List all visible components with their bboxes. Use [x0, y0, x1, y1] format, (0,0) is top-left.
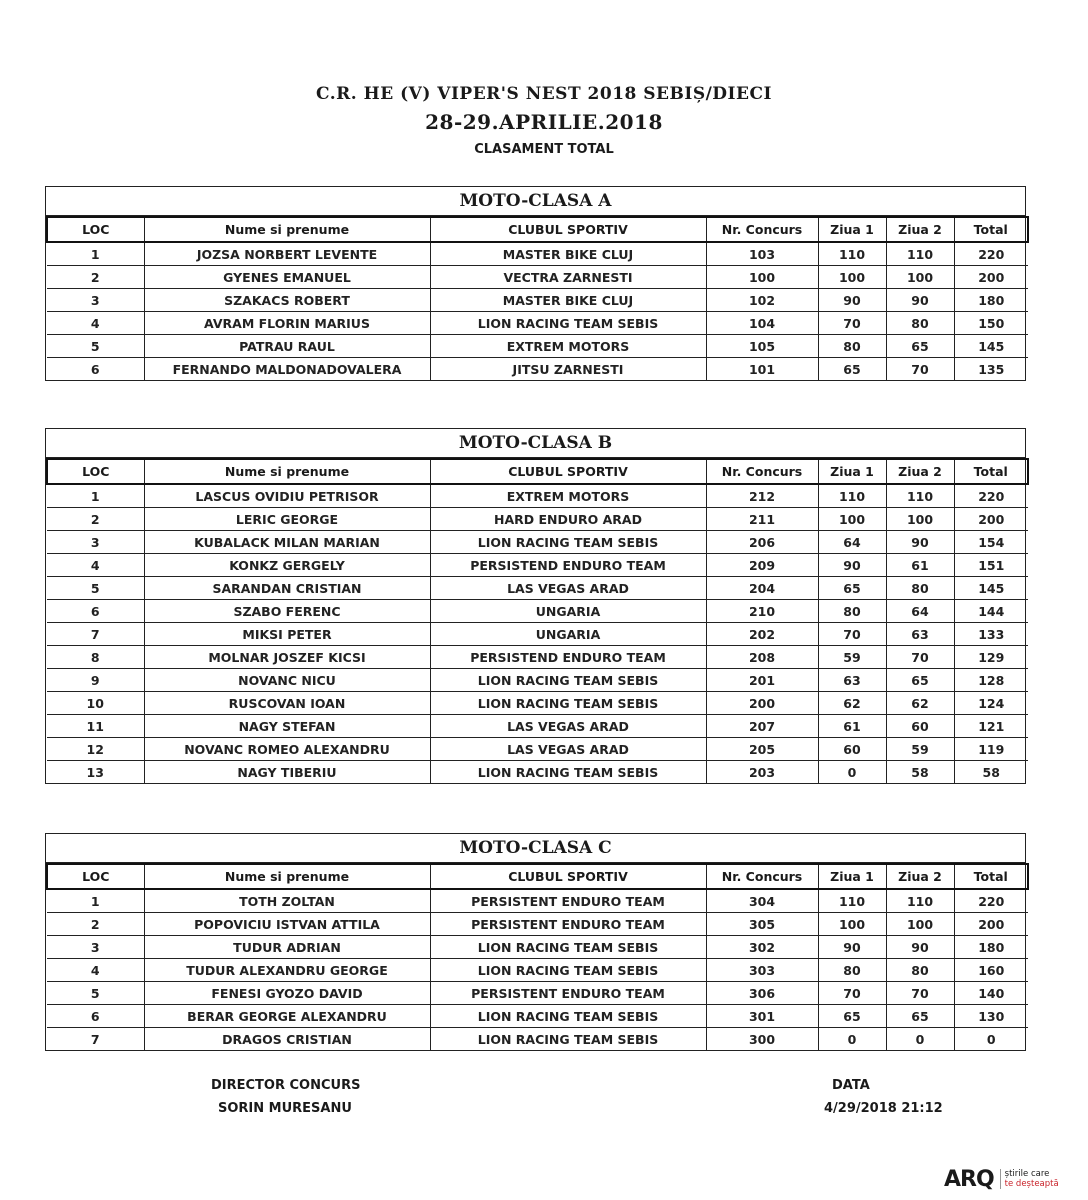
column-header-loc: LOC — [47, 217, 144, 242]
cell-loc: 7 — [47, 623, 144, 646]
cell-loc: 2 — [47, 508, 144, 531]
table-row — [47, 913, 1028, 936]
table-row — [47, 508, 1028, 531]
cell-bib: 303 — [706, 959, 818, 982]
cell-name: SARANDAN CRISTIAN — [144, 577, 430, 600]
cell-bib: 207 — [706, 715, 818, 738]
cell-bib: 305 — [706, 913, 818, 936]
cell-loc: 4 — [47, 312, 144, 335]
cell-club: UNGARIA — [430, 600, 706, 623]
cell-club: LAS VEGAS ARAD — [430, 577, 706, 600]
table-row — [47, 623, 1028, 646]
cell-day1: 100 — [818, 266, 886, 289]
cell-name: NOVANC ROMEO ALEXANDRU — [144, 738, 430, 761]
cell-bib: 200 — [706, 692, 818, 715]
column-header-total: Total — [954, 459, 1028, 484]
cell-club: VECTRA ZARNESTI — [430, 266, 706, 289]
cell-name: NAGY TIBERIU — [144, 761, 430, 784]
cell-total: 200 — [954, 266, 1028, 289]
cell-day1: 62 — [818, 692, 886, 715]
cell-club: LAS VEGAS ARAD — [430, 738, 706, 761]
cell-day2: 100 — [886, 266, 954, 289]
cell-day1: 80 — [818, 600, 886, 623]
cell-loc: 3 — [47, 531, 144, 554]
cell-total: 130 — [954, 1005, 1028, 1028]
section-moto-clasa-c — [45, 833, 1026, 1051]
director-label: DIRECTOR CONCURS — [211, 1078, 361, 1093]
column-header-club: CLUBUL SPORTIV — [430, 217, 706, 242]
cell-bib: 201 — [706, 669, 818, 692]
cell-total: 128 — [954, 669, 1028, 692]
cell-total: 151 — [954, 554, 1028, 577]
logo-tagline-line1: știrile care — [1004, 1169, 1050, 1179]
cell-day2: 110 — [886, 484, 954, 508]
table-row — [47, 669, 1028, 692]
cell-bib: 302 — [706, 936, 818, 959]
cell-day1: 90 — [818, 554, 886, 577]
cell-club: MASTER BIKE CLUJ — [430, 242, 706, 266]
cell-bib: 208 — [706, 646, 818, 669]
cell-name: TUDUR ADRIAN — [144, 936, 430, 959]
section-moto-clasa-b — [45, 428, 1026, 784]
cell-day2: 70 — [886, 982, 954, 1005]
cell-name: SZABO FERENC — [144, 600, 430, 623]
cell-club: HARD ENDURO ARAD — [430, 508, 706, 531]
column-header-day1: Ziua 1 — [818, 459, 886, 484]
cell-loc: 1 — [47, 484, 144, 508]
cell-day2: 65 — [886, 1005, 954, 1028]
arq-logo — [944, 1166, 1074, 1192]
table-row — [47, 554, 1028, 577]
cell-name: MOLNAR JOSZEF KICSI — [144, 646, 430, 669]
cell-loc: 10 — [47, 692, 144, 715]
cell-day1: 70 — [818, 312, 886, 335]
cell-loc: 1 — [47, 889, 144, 913]
cell-name: KUBALACK MILAN MARIAN — [144, 531, 430, 554]
cell-day1: 70 — [818, 623, 886, 646]
column-header-total: Total — [954, 217, 1028, 242]
cell-bib: 205 — [706, 738, 818, 761]
cell-bib: 103 — [706, 242, 818, 266]
column-header-bib: Nr. Concurs — [706, 459, 818, 484]
cell-day2: 80 — [886, 959, 954, 982]
cell-day2: 110 — [886, 242, 954, 266]
cell-day2: 80 — [886, 577, 954, 600]
column-header-day2: Ziua 2 — [886, 864, 954, 889]
cell-total: 133 — [954, 623, 1028, 646]
cell-name: MIKSI PETER — [144, 623, 430, 646]
cell-club: LION RACING TEAM SEBIS — [430, 692, 706, 715]
cell-loc: 4 — [47, 554, 144, 577]
cell-day1: 90 — [818, 289, 886, 312]
cell-name: JOZSA NORBERT LEVENTE — [144, 242, 430, 266]
cell-day2: 58 — [886, 761, 954, 784]
cell-bib: 102 — [706, 289, 818, 312]
cell-day2: 90 — [886, 936, 954, 959]
cell-day1: 110 — [818, 484, 886, 508]
cell-bib: 104 — [706, 312, 818, 335]
cell-day1: 90 — [818, 936, 886, 959]
table-row — [47, 335, 1028, 358]
cell-name: GYENES EMANUEL — [144, 266, 430, 289]
cell-total: 180 — [954, 289, 1028, 312]
cell-name: AVRAM FLORIN MARIUS — [144, 312, 430, 335]
cell-total: 121 — [954, 715, 1028, 738]
cell-bib: 210 — [706, 600, 818, 623]
cell-loc: 6 — [47, 1005, 144, 1028]
table-row — [47, 1028, 1028, 1051]
cell-day1: 65 — [818, 1005, 886, 1028]
cell-day1: 61 — [818, 715, 886, 738]
table-row — [47, 531, 1028, 554]
cell-day2: 100 — [886, 508, 954, 531]
cell-loc: 9 — [47, 669, 144, 692]
cell-day2: 90 — [886, 289, 954, 312]
cell-day1: 100 — [818, 508, 886, 531]
cell-club: LAS VEGAS ARAD — [430, 715, 706, 738]
cell-day2: 110 — [886, 889, 954, 913]
cell-day1: 59 — [818, 646, 886, 669]
section-title: MOTO-CLASA C — [46, 834, 1025, 863]
table-row — [47, 289, 1028, 312]
cell-bib: 101 — [706, 358, 818, 381]
date-label: DATA — [832, 1078, 870, 1093]
table-row — [47, 889, 1028, 913]
event-dates: 28-29.APRILIE.2018 — [425, 110, 663, 134]
cell-total: 220 — [954, 889, 1028, 913]
cell-name: BERAR GEORGE ALEXANDRU — [144, 1005, 430, 1028]
cell-day1: 60 — [818, 738, 886, 761]
cell-bib: 300 — [706, 1028, 818, 1051]
cell-total: 220 — [954, 242, 1028, 266]
cell-day2: 100 — [886, 913, 954, 936]
column-header-name: Nume si prenume — [144, 864, 430, 889]
column-header-loc: LOC — [47, 459, 144, 484]
cell-total: 154 — [954, 531, 1028, 554]
cell-total: 119 — [954, 738, 1028, 761]
cell-club: MASTER BIKE CLUJ — [430, 289, 706, 312]
table-row — [47, 1005, 1028, 1028]
cell-loc: 11 — [47, 715, 144, 738]
results-table — [46, 863, 1029, 1050]
table-row — [47, 577, 1028, 600]
cell-total: 200 — [954, 913, 1028, 936]
cell-name: NOVANC NICU — [144, 669, 430, 692]
cell-loc: 5 — [47, 577, 144, 600]
cell-day2: 65 — [886, 335, 954, 358]
table-row — [47, 358, 1028, 381]
cell-club: LION RACING TEAM SEBIS — [430, 761, 706, 784]
cell-total: 145 — [954, 577, 1028, 600]
cell-club: LION RACING TEAM SEBIS — [430, 936, 706, 959]
cell-bib: 212 — [706, 484, 818, 508]
cell-club: EXTREM MOTORS — [430, 484, 706, 508]
cell-club: LION RACING TEAM SEBIS — [430, 1028, 706, 1051]
cell-bib: 202 — [706, 623, 818, 646]
cell-bib: 204 — [706, 577, 818, 600]
cell-day2: 0 — [886, 1028, 954, 1051]
cell-club: PERSISTEND ENDURO TEAM — [430, 646, 706, 669]
cell-loc: 12 — [47, 738, 144, 761]
table-row — [47, 600, 1028, 623]
column-header-day1: Ziua 1 — [818, 217, 886, 242]
cell-name: FERNANDO MALDONADOVALERA — [144, 358, 430, 381]
cell-day2: 70 — [886, 358, 954, 381]
section-title: MOTO-CLASA B — [46, 429, 1025, 458]
cell-loc: 4 — [47, 959, 144, 982]
cell-club: PERSISTEND ENDURO TEAM — [430, 554, 706, 577]
table-header-row — [47, 217, 1028, 242]
cell-day2: 90 — [886, 531, 954, 554]
column-header-name: Nume si prenume — [144, 217, 430, 242]
results-table — [46, 216, 1029, 380]
cell-bib: 203 — [706, 761, 818, 784]
document-subtitle: CLASAMENT TOTAL — [474, 142, 614, 157]
cell-day1: 0 — [818, 761, 886, 784]
results-table — [46, 458, 1029, 783]
column-header-bib: Nr. Concurs — [706, 864, 818, 889]
cell-loc: 5 — [47, 335, 144, 358]
logo-tagline — [1000, 1169, 1059, 1189]
document-title: C.R. HE (V) VIPER'S NEST 2018 SEBIȘ/DIECI — [316, 84, 772, 104]
table-row — [47, 982, 1028, 1005]
director-name: SORIN MURESANU — [218, 1101, 352, 1116]
cell-name: POPOVICIU ISTVAN ATTILA — [144, 913, 430, 936]
cell-day2: 61 — [886, 554, 954, 577]
cell-day2: 80 — [886, 312, 954, 335]
table-header-row — [47, 864, 1028, 889]
cell-day1: 64 — [818, 531, 886, 554]
cell-day1: 110 — [818, 242, 886, 266]
cell-bib: 209 — [706, 554, 818, 577]
cell-day2: 70 — [886, 646, 954, 669]
cell-total: 220 — [954, 484, 1028, 508]
cell-loc: 2 — [47, 266, 144, 289]
table-row — [47, 715, 1028, 738]
cell-bib: 306 — [706, 982, 818, 1005]
cell-total: 180 — [954, 936, 1028, 959]
section-title: MOTO-CLASA A — [46, 187, 1025, 216]
cell-club: PERSISTENT ENDURO TEAM — [430, 913, 706, 936]
cell-name: KONKZ GERGELY — [144, 554, 430, 577]
date-value: 4/29/2018 21:12 — [824, 1101, 943, 1116]
column-header-day2: Ziua 2 — [886, 459, 954, 484]
cell-total: 160 — [954, 959, 1028, 982]
column-header-loc: LOC — [47, 864, 144, 889]
table-row — [47, 646, 1028, 669]
column-header-total: Total — [954, 864, 1028, 889]
cell-total: 144 — [954, 600, 1028, 623]
cell-total: 58 — [982, 764, 1000, 780]
cell-name: RUSCOVAN IOAN — [144, 692, 430, 715]
table-row — [47, 959, 1028, 982]
cell-loc: 5 — [47, 982, 144, 1005]
table-row — [47, 692, 1028, 715]
cell-loc: 7 — [47, 1028, 144, 1051]
cell-day1: 80 — [818, 959, 886, 982]
cell-bib: 105 — [706, 335, 818, 358]
cell-bib: 304 — [706, 889, 818, 913]
section-moto-clasa-a — [45, 186, 1026, 381]
cell-total: 129 — [954, 646, 1028, 669]
cell-day1: 65 — [818, 577, 886, 600]
column-header-name: Nume si prenume — [144, 459, 430, 484]
cell-club: LION RACING TEAM SEBIS — [430, 669, 706, 692]
table-row — [47, 242, 1028, 266]
cell-day2: 62 — [886, 692, 954, 715]
logo-tagline-line2: te deșteaptă — [1004, 1179, 1059, 1189]
cell-loc: 6 — [47, 600, 144, 623]
column-header-day2: Ziua 2 — [886, 217, 954, 242]
cell-loc: 2 — [47, 913, 144, 936]
cell-day1: 100 — [818, 913, 886, 936]
cell-club: LION RACING TEAM SEBIS — [430, 531, 706, 554]
cell-name: LERIC GEORGE — [144, 508, 430, 531]
cell-club: UNGARIA — [430, 623, 706, 646]
cell-name: DRAGOS CRISTIAN — [144, 1028, 430, 1051]
cell-name: SZAKACS ROBERT — [144, 289, 430, 312]
cell-day2: 64 — [886, 600, 954, 623]
cell-loc: 3 — [47, 289, 144, 312]
column-header-bib: Nr. Concurs — [706, 217, 818, 242]
cell-bib: 301 — [706, 1005, 818, 1028]
cell-day1: 70 — [818, 982, 886, 1005]
cell-loc: 1 — [47, 242, 144, 266]
table-row — [47, 484, 1028, 508]
cell-total: 0 — [986, 1031, 996, 1047]
cell-day2: 59 — [886, 738, 954, 761]
column-header-club: CLUBUL SPORTIV — [430, 459, 706, 484]
cell-day2: 63 — [886, 623, 954, 646]
cell-club: EXTREM MOTORS — [430, 335, 706, 358]
cell-total: 145 — [954, 335, 1028, 358]
cell-club: LION RACING TEAM SEBIS — [430, 312, 706, 335]
table-row — [47, 738, 1028, 761]
logo-mark: ARQ — [944, 1166, 994, 1192]
cell-name: FENESI GYOZO DAVID — [144, 982, 430, 1005]
table-row — [47, 761, 1028, 784]
column-header-club: CLUBUL SPORTIV — [430, 864, 706, 889]
cell-loc: 8 — [47, 646, 144, 669]
table-row — [47, 312, 1028, 335]
cell-bib: 100 — [706, 266, 818, 289]
cell-day2: 60 — [886, 715, 954, 738]
cell-name: TUDUR ALEXANDRU GEORGE — [144, 959, 430, 982]
cell-club: LION RACING TEAM SEBIS — [430, 1005, 706, 1028]
table-row — [47, 936, 1028, 959]
cell-bib: 211 — [706, 508, 818, 531]
cell-club: LION RACING TEAM SEBIS — [430, 959, 706, 982]
table-row — [47, 266, 1028, 289]
cell-day1: 0 — [818, 1028, 886, 1051]
cell-club: PERSISTENT ENDURO TEAM — [430, 982, 706, 1005]
cell-day1: 63 — [818, 669, 886, 692]
column-header-day1: Ziua 1 — [818, 864, 886, 889]
cell-total: 140 — [954, 982, 1028, 1005]
cell-total: 150 — [954, 312, 1028, 335]
cell-day1: 80 — [818, 335, 886, 358]
cell-total: 135 — [978, 361, 1005, 377]
cell-club: PERSISTENT ENDURO TEAM — [430, 889, 706, 913]
cell-day1: 65 — [818, 358, 886, 381]
cell-loc: 3 — [47, 936, 144, 959]
cell-total: 200 — [954, 508, 1028, 531]
cell-name: TOTH ZOLTAN — [144, 889, 430, 913]
cell-loc: 6 — [47, 358, 144, 381]
table-header-row — [47, 459, 1028, 484]
cell-day1: 110 — [818, 889, 886, 913]
cell-bib: 206 — [706, 531, 818, 554]
cell-loc: 13 — [47, 761, 144, 784]
cell-name: LASCUS OVIDIU PETRISOR — [144, 484, 430, 508]
cell-name: NAGY STEFAN — [144, 715, 430, 738]
cell-club: JITSU ZARNESTI — [430, 358, 706, 381]
cell-day2: 65 — [886, 669, 954, 692]
cell-total: 124 — [954, 692, 1028, 715]
cell-name: PATRAU RAUL — [144, 335, 430, 358]
